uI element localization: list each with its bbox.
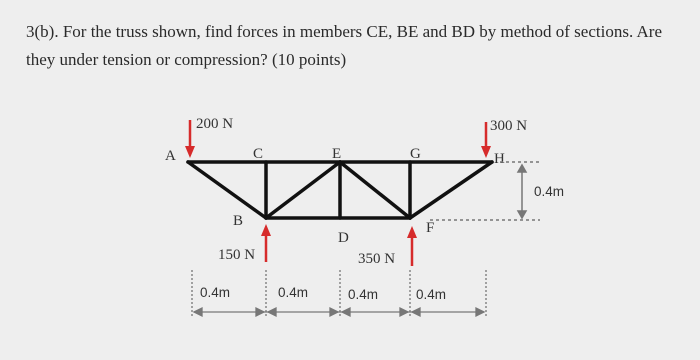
question-line-1: 3(b). For the truss shown, find forces in members CE, BE and BD by method of sections. Are <box>26 22 662 41</box>
span-label-1: 0.4m <box>200 285 231 300</box>
reaction-arrow-f <box>407 226 417 266</box>
node-label-d: D <box>338 230 349 246</box>
truss-members <box>188 162 492 218</box>
reaction-arrow-b <box>261 224 271 262</box>
load-arrow-a <box>185 120 195 158</box>
span-label-3: 0.4m <box>348 287 379 302</box>
question-line-2: they under tension or compression? (10 points) <box>26 50 347 69</box>
node-label-e: E <box>332 146 342 162</box>
member-ef <box>340 162 410 218</box>
load-label-a: 200 N <box>196 116 234 132</box>
span-label-4: 0.4m <box>416 287 447 302</box>
reaction-label-b: 150 N <box>218 247 256 263</box>
load-label-h: 300 N <box>490 118 528 134</box>
node-label-g: G <box>410 146 421 162</box>
reaction-label-f: 350 N <box>358 251 396 267</box>
node-label-b: B <box>233 213 244 229</box>
node-label-h: H <box>494 151 505 167</box>
node-label-c: C <box>253 146 264 162</box>
member-ab <box>188 162 266 218</box>
member-fh <box>410 162 492 218</box>
member-be <box>266 162 340 218</box>
node-label-a: A <box>165 148 176 164</box>
node-label-f: F <box>426 220 435 236</box>
height-label: 0.4m <box>534 184 565 199</box>
span-label-2: 0.4m <box>278 285 309 300</box>
